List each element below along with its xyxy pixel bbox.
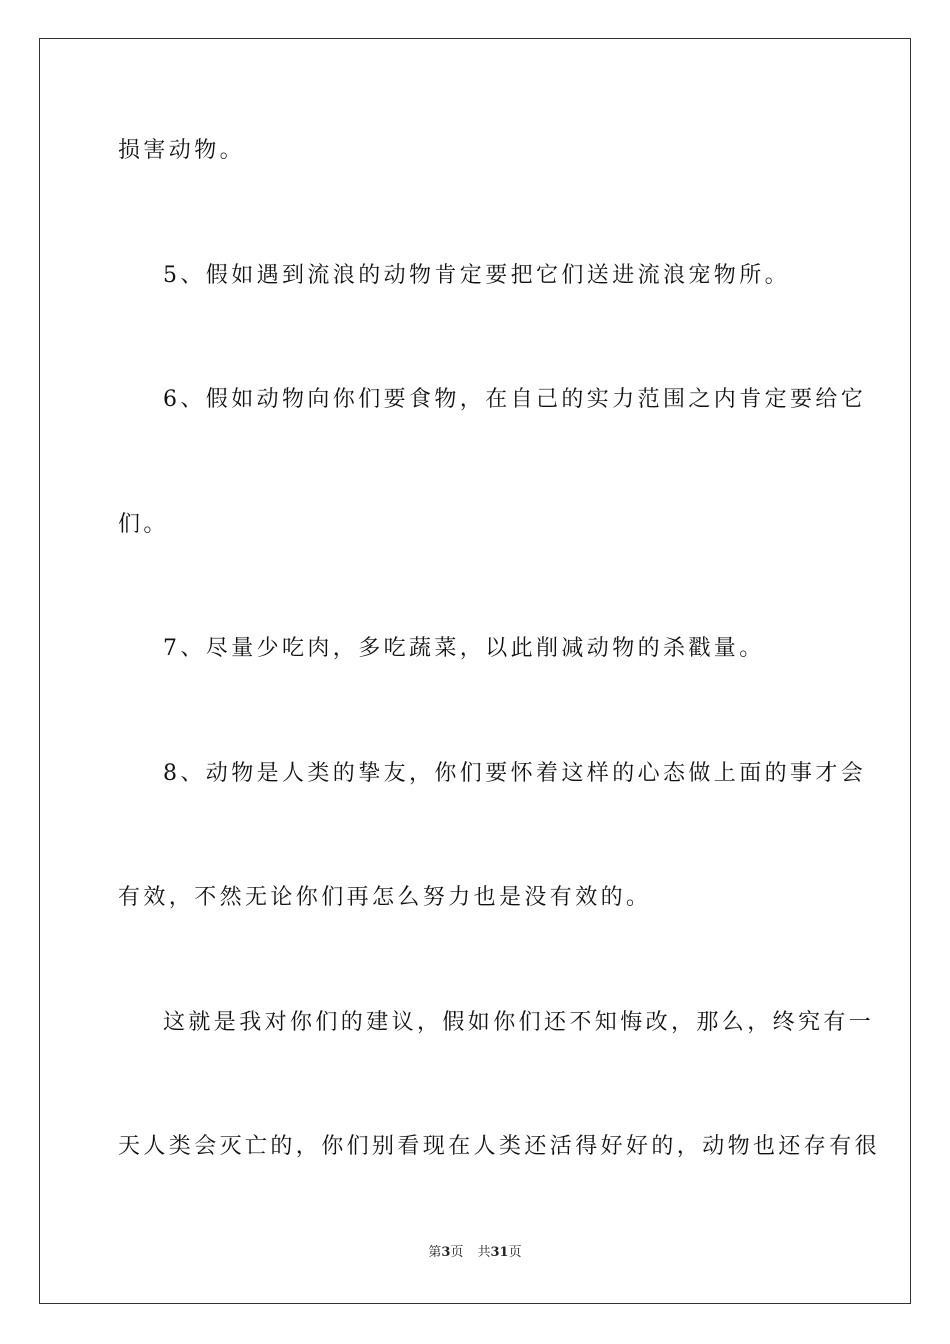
footer-total-suffix: 页 (508, 1245, 522, 1260)
page-border (39, 38, 911, 1304)
text-line-2: 5、假如遇到流浪的动物肯定要把它们送进流浪宠物所。 (163, 263, 790, 288)
text-line-6: 8、动物是人类的挚友，你们要怀着这样的心态做上面的事才会 (163, 761, 867, 786)
text-line-7: 有效，不然无论你们再怎么努力也是没有效的。 (118, 885, 652, 910)
footer-total-pages: 31 (490, 1245, 509, 1260)
text-line-4: 们。 (118, 512, 169, 537)
footer-page-prefix: 第 (428, 1245, 442, 1260)
footer-page-number: 3 (441, 1245, 451, 1260)
text-line-9: 天人类会灭亡的，你们别看现在人类还活得好好的，动物也还存有很 (118, 1134, 881, 1159)
page-footer (0, 1244, 950, 1262)
text-line-3: 6、假如动物向你们要食物，在自己的实力范围之内肯定要给它 (163, 387, 867, 412)
text-line-8: 这就是我对你们的建议，假如你们还不知悔改，那么，终究有一 (163, 1010, 875, 1035)
footer-page-suffix: 页 (450, 1245, 464, 1260)
footer-total-prefix: 共 (477, 1245, 491, 1260)
text-line-5: 7、尽量少吃肉，多吃蔬菜，以此削减动物的杀戳量。 (163, 636, 765, 661)
text-line-1: 损害动物。 (118, 138, 246, 163)
